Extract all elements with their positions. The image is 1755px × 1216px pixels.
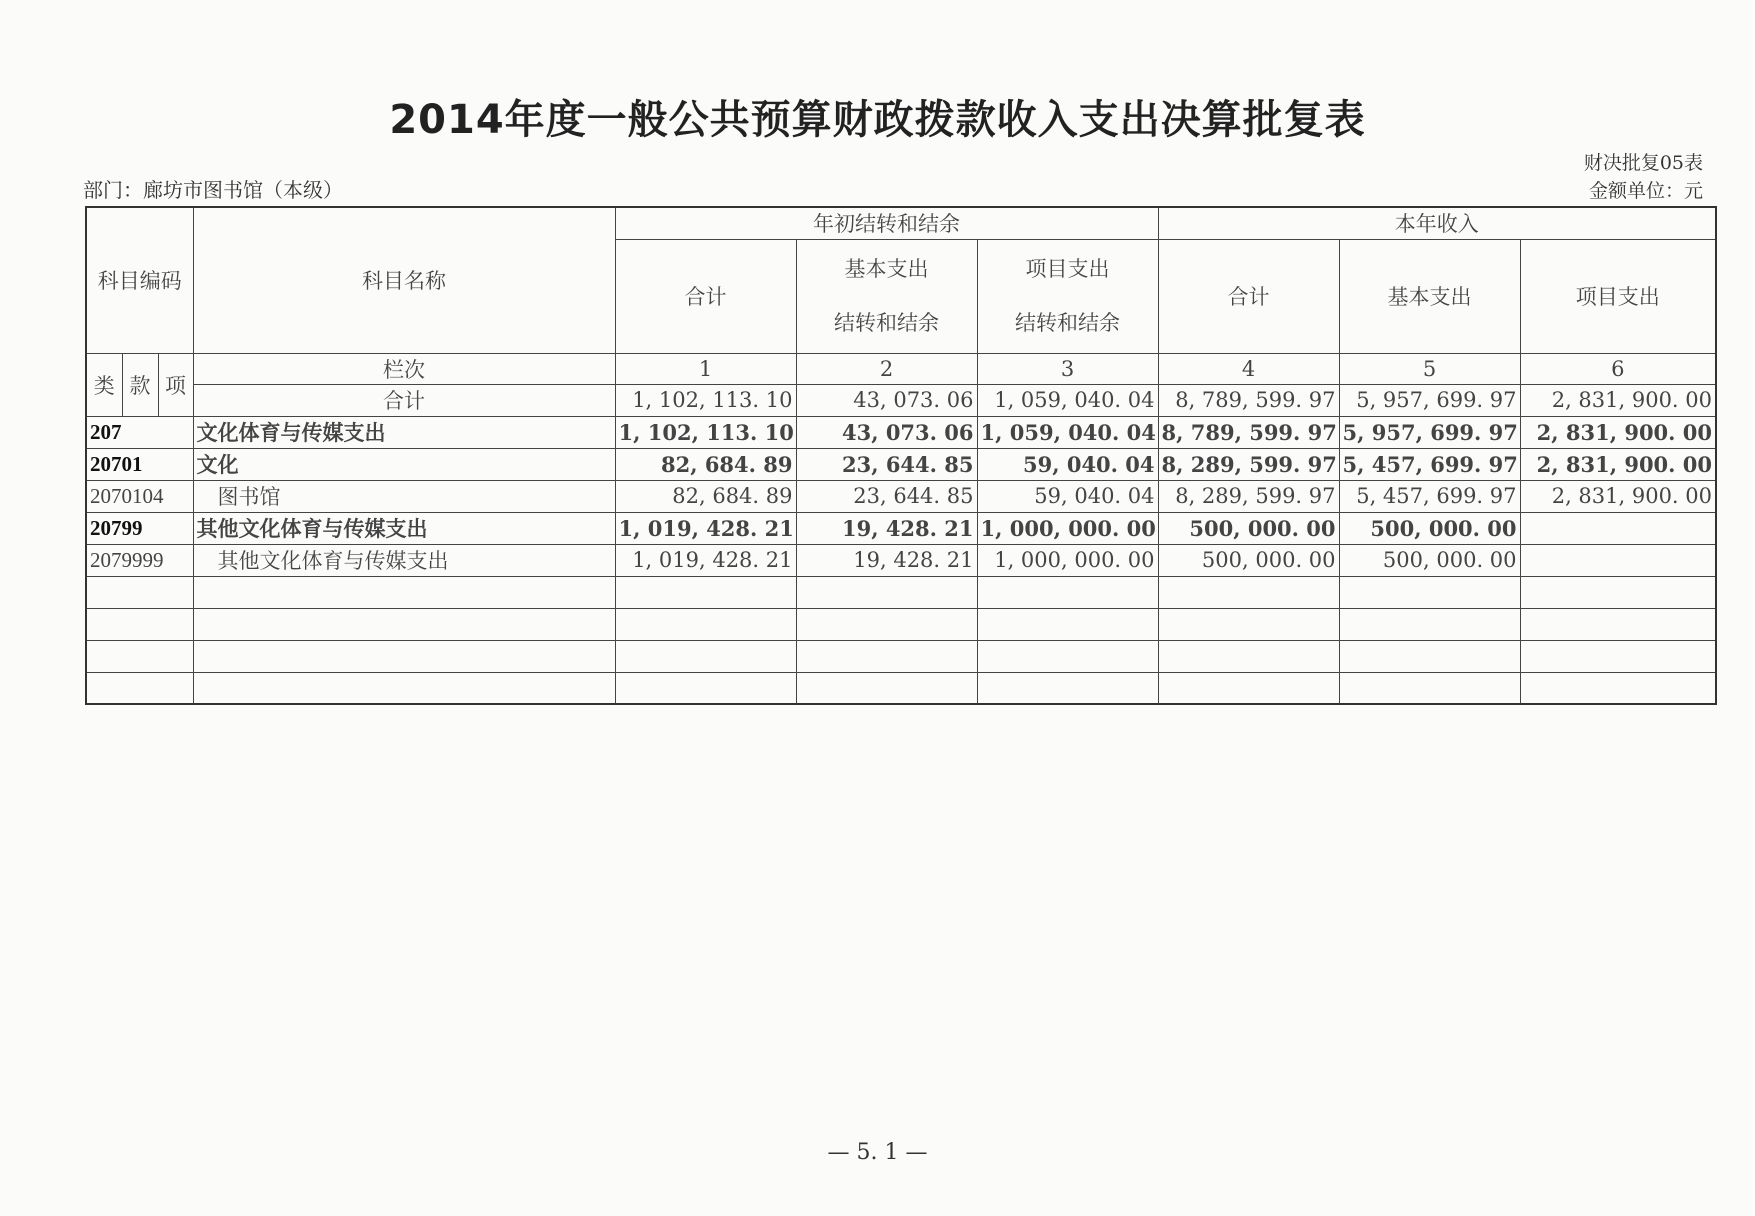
amount-cell: 8, 789, 599. 97: [1158, 416, 1339, 448]
empty-cell: [193, 672, 615, 704]
subject-name: 其他文化体育与传媒支出: [193, 544, 615, 576]
subject-code: 207: [86, 416, 193, 448]
amount-cell: 5, 957, 699. 97: [1339, 416, 1520, 448]
form-number: 财决批复05表: [1583, 152, 1703, 174]
empty-cell: [977, 608, 1158, 640]
amount-cell: 5, 457, 699. 97: [1339, 480, 1520, 512]
amount-cell: 2, 831, 900. 00: [1520, 416, 1716, 448]
total-value: 1, 059, 040. 04: [977, 384, 1158, 416]
amount-cell: 500, 000. 00: [1158, 544, 1339, 576]
table-row: [86, 512, 1716, 544]
amount-cell: [1520, 544, 1716, 576]
col-index-3: 3: [977, 353, 1158, 384]
subject-code: 2079999: [86, 544, 193, 576]
table-row: [86, 480, 1716, 512]
empty-row: [86, 608, 1716, 640]
empty-cell: [977, 672, 1158, 704]
subject-code: 20701: [86, 448, 193, 480]
subject-name: 其他文化体育与传媒支出: [193, 512, 615, 544]
empty-cell: [86, 672, 193, 704]
subject-name: 图书馆: [193, 480, 615, 512]
amount-cell: 500, 000. 00: [1158, 512, 1339, 544]
col-index-4: 4: [1158, 353, 1339, 384]
header-col3-line2: 结转和结余: [1015, 311, 1120, 335]
amount-unit: 金额单位：元: [1588, 180, 1703, 202]
empty-cell: [1158, 608, 1339, 640]
table-row: [86, 544, 1716, 576]
header-col4: 合计: [1158, 239, 1339, 353]
amount-cell: 1, 059, 040. 04: [977, 416, 1158, 448]
amount-cell: 500, 000. 00: [1339, 512, 1520, 544]
empty-cell: [1158, 576, 1339, 608]
header-col3-line1: 项目支出: [1025, 257, 1110, 281]
header-lanci: 栏次: [193, 353, 615, 384]
header-col3: [977, 239, 1158, 353]
amount-cell: 1, 102, 113. 10: [615, 416, 796, 448]
empty-cell: [796, 672, 977, 704]
amount-cell: 1, 019, 428. 21: [615, 512, 796, 544]
amount-cell: 43, 073. 06: [796, 416, 977, 448]
empty-cell: [615, 608, 796, 640]
amount-cell: 19, 428. 21: [796, 544, 977, 576]
header-name: 科目名称: [193, 207, 615, 353]
amount-cell: 82, 684. 89: [615, 480, 796, 512]
empty-cell: [796, 576, 977, 608]
header-group-carryover: 年初结转和结余: [615, 207, 1158, 239]
empty-cell: [193, 640, 615, 672]
empty-cell: [1339, 576, 1520, 608]
col-index-1: 1: [615, 353, 796, 384]
total-value: 2, 831, 900. 00: [1520, 384, 1716, 416]
empty-row: [86, 672, 1716, 704]
empty-cell: [86, 576, 193, 608]
header-code: 科目编码: [86, 207, 193, 353]
empty-cell: [796, 640, 977, 672]
amount-cell: 1, 019, 428. 21: [615, 544, 796, 576]
empty-cell: [977, 640, 1158, 672]
header-col2: [796, 239, 977, 353]
amount-cell: 1, 000, 000. 00: [977, 544, 1158, 576]
header-group-income: 本年收入: [1158, 207, 1716, 239]
empty-cell: [796, 608, 977, 640]
empty-cell: [615, 672, 796, 704]
amount-cell: 2, 831, 900. 00: [1520, 448, 1716, 480]
empty-cell: [1339, 608, 1520, 640]
subject-name: 文化体育与传媒支出: [193, 416, 615, 448]
col-index-5: 5: [1339, 353, 1520, 384]
budget-table: [85, 206, 1717, 705]
page-number: — 5. 1 —: [827, 1140, 928, 1165]
empty-cell: [86, 640, 193, 672]
amount-cell: 5, 457, 699. 97: [1339, 448, 1520, 480]
amount-cell: 82, 684. 89: [615, 448, 796, 480]
amount-cell: 19, 428. 21: [796, 512, 977, 544]
empty-cell: [193, 576, 615, 608]
header-col2-line2: 结转和结余: [834, 311, 939, 335]
empty-cell: [977, 576, 1158, 608]
total-label: 合计: [193, 384, 615, 416]
col-index-2: 2: [796, 353, 977, 384]
total-value: 5, 957, 699. 97: [1339, 384, 1520, 416]
amount-cell: 23, 644. 85: [796, 480, 977, 512]
header-xiang: 项: [158, 353, 193, 416]
empty-cell: [1520, 672, 1716, 704]
amount-cell: 23, 644. 85: [796, 448, 977, 480]
total-value: 1, 102, 113. 10: [615, 384, 796, 416]
report-title: 2014年度一般公共预算财政拨款收入支出决算批复表: [389, 97, 1366, 143]
empty-cell: [1520, 576, 1716, 608]
empty-cell: [1339, 640, 1520, 672]
empty-cell: [1158, 672, 1339, 704]
amount-cell: [1520, 512, 1716, 544]
form-info: [1584, 149, 1703, 205]
total-value: 43, 073. 06: [796, 384, 977, 416]
subject-code: 2070104: [86, 480, 193, 512]
table-row: [86, 416, 1716, 448]
empty-cell: [615, 640, 796, 672]
amount-cell: 59, 040. 04: [977, 480, 1158, 512]
empty-cell: [86, 608, 193, 640]
amount-cell: 8, 289, 599. 97: [1158, 448, 1339, 480]
amount-cell: 2, 831, 900. 00: [1520, 480, 1716, 512]
amount-cell: 500, 000. 00: [1339, 544, 1520, 576]
empty-row: [86, 576, 1716, 608]
empty-cell: [1339, 672, 1520, 704]
col-index-6: 6: [1520, 353, 1716, 384]
total-value: 8, 789, 599. 97: [1158, 384, 1339, 416]
empty-cell: [193, 608, 615, 640]
empty-cell: [1520, 640, 1716, 672]
amount-cell: 8, 289, 599. 97: [1158, 480, 1339, 512]
amount-cell: 59, 040. 04: [977, 448, 1158, 480]
header-col1: 合计: [615, 239, 796, 353]
subject-code: 20799: [86, 512, 193, 544]
empty-cell: [615, 576, 796, 608]
empty-row: [86, 640, 1716, 672]
header-kuan: 款: [122, 353, 158, 416]
table-row: [86, 448, 1716, 480]
header-col2-line1: 基本支出: [844, 257, 929, 281]
header-col5: 基本支出: [1339, 239, 1520, 353]
empty-cell: [1520, 608, 1716, 640]
header-col6: 项目支出: [1520, 239, 1716, 353]
header-lei: 类: [86, 353, 122, 416]
empty-cell: [1158, 640, 1339, 672]
subject-name: 文化: [193, 448, 615, 480]
department-label: 部门：廊坊市图书馆（本级）: [83, 178, 343, 202]
amount-cell: 1, 000, 000. 00: [977, 512, 1158, 544]
